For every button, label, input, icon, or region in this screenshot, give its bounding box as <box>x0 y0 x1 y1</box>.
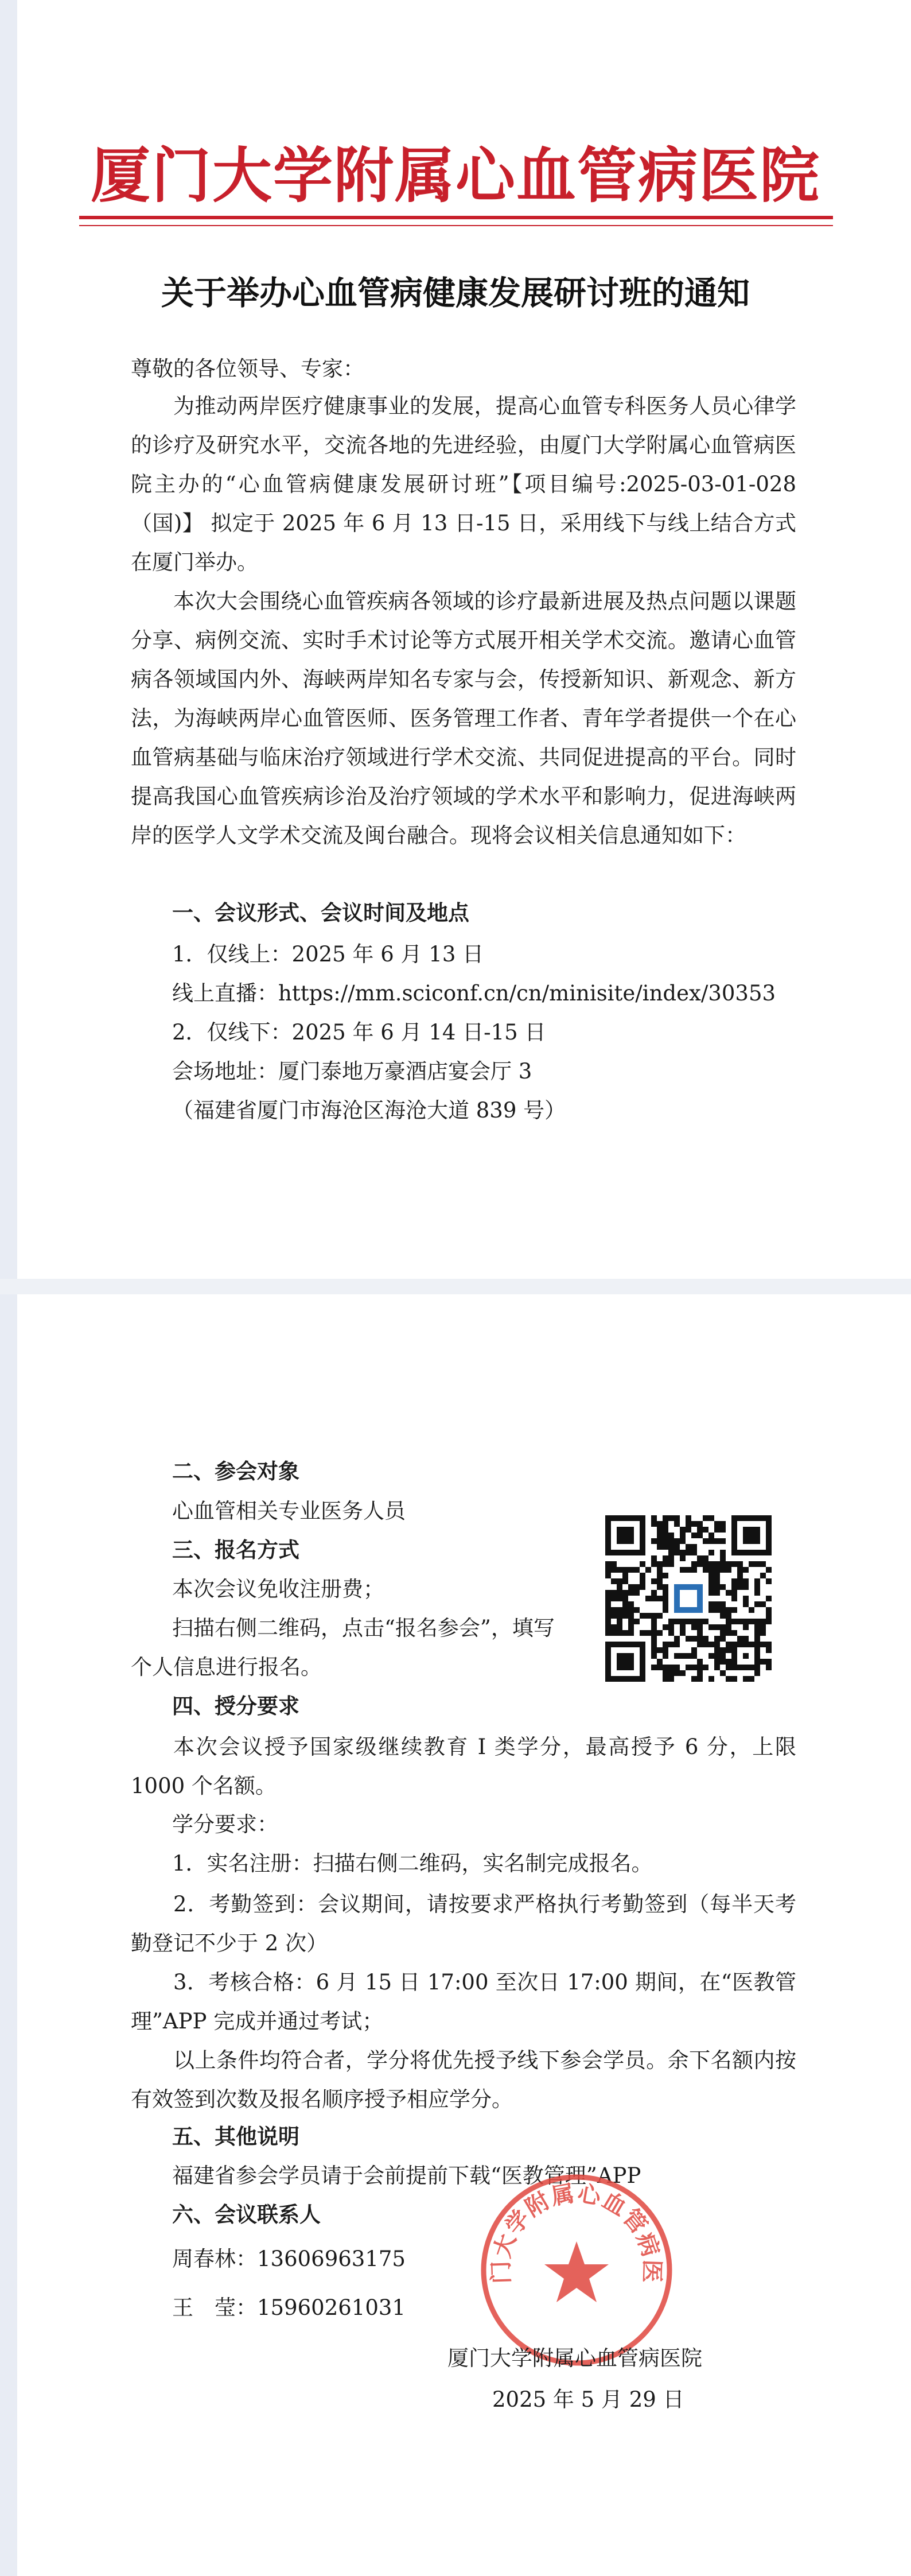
intro-body <box>131 387 796 855</box>
registration-qr-code[interactable] <box>605 1515 772 1682</box>
section-3-line-1: 本次会议免收注册费； <box>172 1577 384 1601</box>
letterhead-rule-thick <box>79 216 833 219</box>
section-5-heading: 五、其他说明 <box>172 2124 299 2149</box>
venue-line: 会场地址：厦门泰地万豪酒店宴会厅 3 <box>172 1059 532 1084</box>
contact-2: 王 莹：15960261031 <box>172 2295 406 2320</box>
intro-paragraph-2: 本次大会围绕心血管疾病各领域的诊疗最新进展及热点问题以课题分享、病例交流、实时手术讨论等方式展开相关学术交流。邀请心血管病各领域国内外、海峡两岸知名专家与会，传授新知识、新观念、新方法，为海峡两岸心血管医师、医务管理工作者、青年学者提供一个在心血管病基础与临床治疗领域进行学术交流、共同促进提高的平台。同时提高我国心血管疾病诊治及治疗领域的学术水平和影响力，促进海峡两岸的医学人文学术交流及闽台融合。现将会议相关信息通知如下： <box>131 589 796 848</box>
contact-1: 周春林：13606963175 <box>172 2247 406 2271</box>
signature-org: 厦门大学附属心血管病医院 <box>447 2346 702 2371</box>
salutation: 尊敬的各位领导、专家： <box>131 356 364 381</box>
section-4-end-block <box>131 2041 796 2119</box>
section-5-text: 福建省参会学员请于会前提前下载“医教管理”APP <box>172 2163 641 2188</box>
live-stream-line: 线上直播：https://mm.sciconf.cn/cn/minisite/index/30353 <box>172 981 776 1006</box>
requirement-1: 1．实名注册：扫描右侧二维码，实名制完成报名。 <box>172 1851 653 1876</box>
intro-paragraph-1: 为推动两岸医疗健康事业的发展，提高心血管专科医务人员心律学的诊疗及研究水平，交流各地的先进经验，由厦门大学附属心血管病医院主办的“心血管病健康发展研讨班”【项目编号:2025-03-01-028（国)】 拟定于 2025 年 6 月 13 日-15 日，采用线下与线上结合方式在厦门举办。 <box>131 394 796 575</box>
requirement-3-block <box>131 1963 796 2041</box>
section-4-para-1-block <box>131 1728 796 1806</box>
requirement-2: 2．考勤签到：会议期间，请按要求严格执行考勤签到（每半天考勤登记不少于 2 次） <box>131 1892 796 1956</box>
credit-requirements-label: 学分要求： <box>172 1812 278 1837</box>
section-3-heading: 三、报名方式 <box>172 1538 299 1562</box>
section-2-heading: 二、参会对象 <box>172 1459 299 1484</box>
document-title: 关于举办心血管病健康发展研讨班的通知 <box>161 274 750 312</box>
section-4-para-1: 本次会议授予国家级继续教育 I 类学分，最高授予 6 分，上限 1000 个名额。 <box>131 1735 796 1798</box>
requirement-2-block <box>131 1885 796 1963</box>
page-separator <box>0 1279 911 1294</box>
online-date-line: 1．仅线上：2025 年 6 月 13 日 <box>172 942 484 967</box>
letterhead-rule-thin <box>79 225 833 226</box>
signature-date: 2025 年 5 月 29 日 <box>492 2387 684 2412</box>
address-line: （福建省厦门市海沧区海沧大道 839 号） <box>172 1098 566 1123</box>
section-2-text: 心血管相关专业医务人员 <box>172 1499 406 1523</box>
qr-code-icon <box>605 1515 772 1682</box>
section-6-heading: 六、会议联系人 <box>172 2202 321 2227</box>
section-4-heading: 四、授分要求 <box>172 1694 299 1718</box>
svg-text:厦门大学附属心血管病医院: 门大学附属心血管病医 <box>487 2179 666 2284</box>
section-1-heading: 一、会议形式、会议时间及地点 <box>172 901 469 925</box>
page-edge <box>0 1294 17 2576</box>
section-3-line-3: 个人信息进行报名。 <box>131 1655 322 1679</box>
org-letterhead-title: 厦门大学附属心血管病医院 <box>90 140 820 211</box>
section-3-line-2: 扫描右侧二维码，点击“报名参会”，填写 <box>172 1616 555 1640</box>
requirement-3: 3．考核合格：6 月 15 日 17:00 至次日 17:00 期间，在“医教管理”APP 完成并通过考试； <box>131 1970 796 2034</box>
section-4-para-end: 以上条件均符合者，学分将优先授予线下参会学员。余下名额内按有效签到次数及报名顺序授予相应学分。 <box>131 2048 796 2112</box>
offline-date-line: 2．仅线下：2025 年 6 月 14 日-15 日 <box>172 1020 546 1045</box>
document-page-1 <box>0 0 911 1279</box>
